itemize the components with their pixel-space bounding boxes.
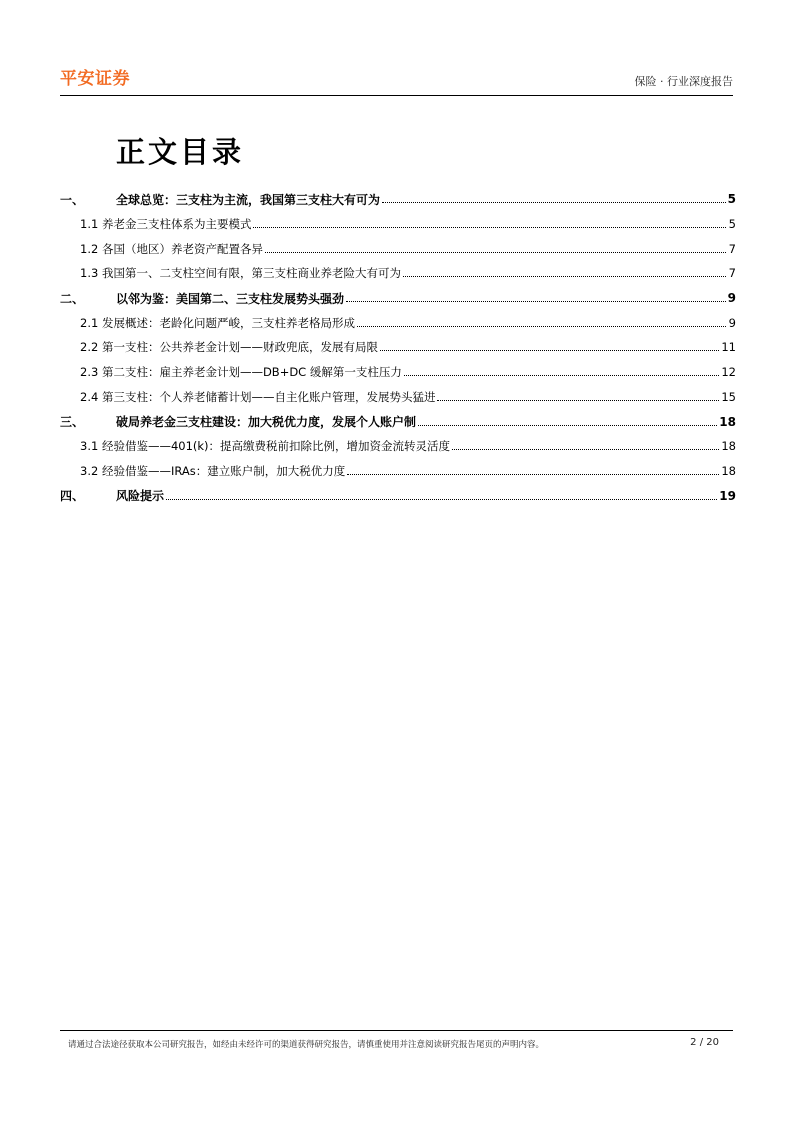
toc-page-number: 5	[727, 192, 736, 207]
toc-dot-leader	[437, 399, 719, 401]
toc-entry-label: 以邻为鉴：美国第二、三支柱发展势头强劲	[116, 291, 345, 306]
toc-chapter-number: 三、	[60, 415, 85, 430]
page-header	[60, 62, 733, 96]
toc-entry-label: 2.1 发展概述：老龄化问题严峻，三支柱养老格局形成	[80, 315, 355, 330]
toc-page-number: 11	[721, 340, 736, 355]
toc-section-entry[interactable]	[60, 335, 736, 360]
toc-page-number: 7	[728, 266, 736, 281]
toc-dot-leader	[265, 251, 726, 253]
toc-section-entry[interactable]	[60, 434, 736, 459]
toc-dot-leader	[382, 201, 726, 203]
toc-entry-label: 3.2 经验借鉴——IRAs：建立账户制，加大税优力度	[80, 463, 346, 478]
toc-dot-leader	[357, 325, 726, 327]
company-logo: 平安证券	[60, 69, 130, 89]
toc-chapter-number: 四、	[60, 489, 85, 504]
toc-entry-label: 风险提示	[116, 489, 165, 504]
toc-page-number: 7	[728, 241, 736, 256]
toc-page-number: 5	[728, 217, 736, 232]
toc-chapter-entry[interactable]	[60, 483, 736, 508]
toc-chapter-entry[interactable]	[60, 187, 736, 212]
toc-entry-label: 破局养老金三支柱建设：加大税优力度，发展个人账户制	[116, 415, 417, 430]
footer-divider	[60, 1030, 733, 1031]
toc-page-number: 9	[727, 291, 736, 306]
toc-dot-leader	[380, 349, 719, 351]
toc-dot-leader	[346, 300, 726, 302]
table-of-contents	[60, 187, 736, 508]
toc-section-entry[interactable]	[60, 236, 736, 261]
toc-entry-label: 1.2 各国（地区）养老资产配置各异	[80, 241, 263, 256]
toc-entry-label: 1.1 养老金三支柱体系为主要模式	[80, 217, 252, 232]
toc-page-number: 9	[728, 315, 736, 330]
toc-page-number: 19	[719, 488, 736, 503]
toc-page-number: 12	[721, 365, 736, 380]
toc-entry-label: 2.3 第二支柱：雇主养老金计划——DB+DC 缓解第一支柱压力	[80, 365, 402, 380]
toc-page-number: 18	[721, 463, 736, 478]
toc-dot-leader	[452, 448, 719, 450]
toc-section-entry[interactable]	[60, 310, 736, 335]
toc-page-number: 18	[719, 414, 736, 429]
toc-chapter-number: 一、	[60, 192, 85, 207]
toc-dot-leader	[403, 275, 726, 277]
toc-entry-label: 2.2 第一支柱：公共养老金计划——财政兜底，发展有局限	[80, 340, 378, 355]
toc-dot-leader	[166, 498, 717, 500]
toc-page-number: 15	[721, 389, 736, 404]
footer-disclaimer: 请通过合法途径获取本公司研究报告，如经由未经许可的渠道获得研究报告，请慎重使用并注意阅读研究报告尾页的声明内容。	[68, 1040, 545, 1050]
toc-chapter-entry[interactable]	[60, 409, 736, 434]
toc-page-number: 18	[721, 439, 736, 454]
toc-entry-label: 1.3 我国第一、二支柱空间有限，第三支柱商业养老险大有可为	[80, 266, 401, 281]
toc-section-entry[interactable]	[60, 212, 736, 237]
toc-entry-label: 全球总览：三支柱为主流，我国第三支柱大有可为	[116, 192, 381, 207]
toc-section-entry[interactable]	[60, 261, 736, 286]
toc-chapter-number: 二、	[60, 291, 85, 306]
toc-section-entry[interactable]	[60, 360, 736, 385]
toc-chapter-entry[interactable]	[60, 286, 736, 311]
header-divider	[60, 95, 733, 96]
toc-dot-leader	[404, 374, 719, 376]
toc-entry-label: 3.1 经验借鉴——401(k)：提高缴费税前扣除比例，增加资金流转灵活度	[80, 439, 451, 454]
toc-dot-leader	[347, 473, 719, 475]
toc-dot-leader	[253, 226, 726, 228]
page-number: 2 / 20	[690, 1037, 719, 1048]
toc-dot-leader	[418, 424, 717, 426]
report-category: 保险 · 行业深度报告	[634, 75, 733, 88]
toc-section-entry[interactable]	[60, 459, 736, 484]
toc-section-entry[interactable]	[60, 385, 736, 410]
toc-entry-label: 2.4 第三支柱：个人养老储蓄计划——自主化账户管理，发展势头猛进	[80, 389, 436, 404]
page-footer	[60, 1030, 733, 1050]
page-title: 正文目录	[116, 135, 245, 169]
